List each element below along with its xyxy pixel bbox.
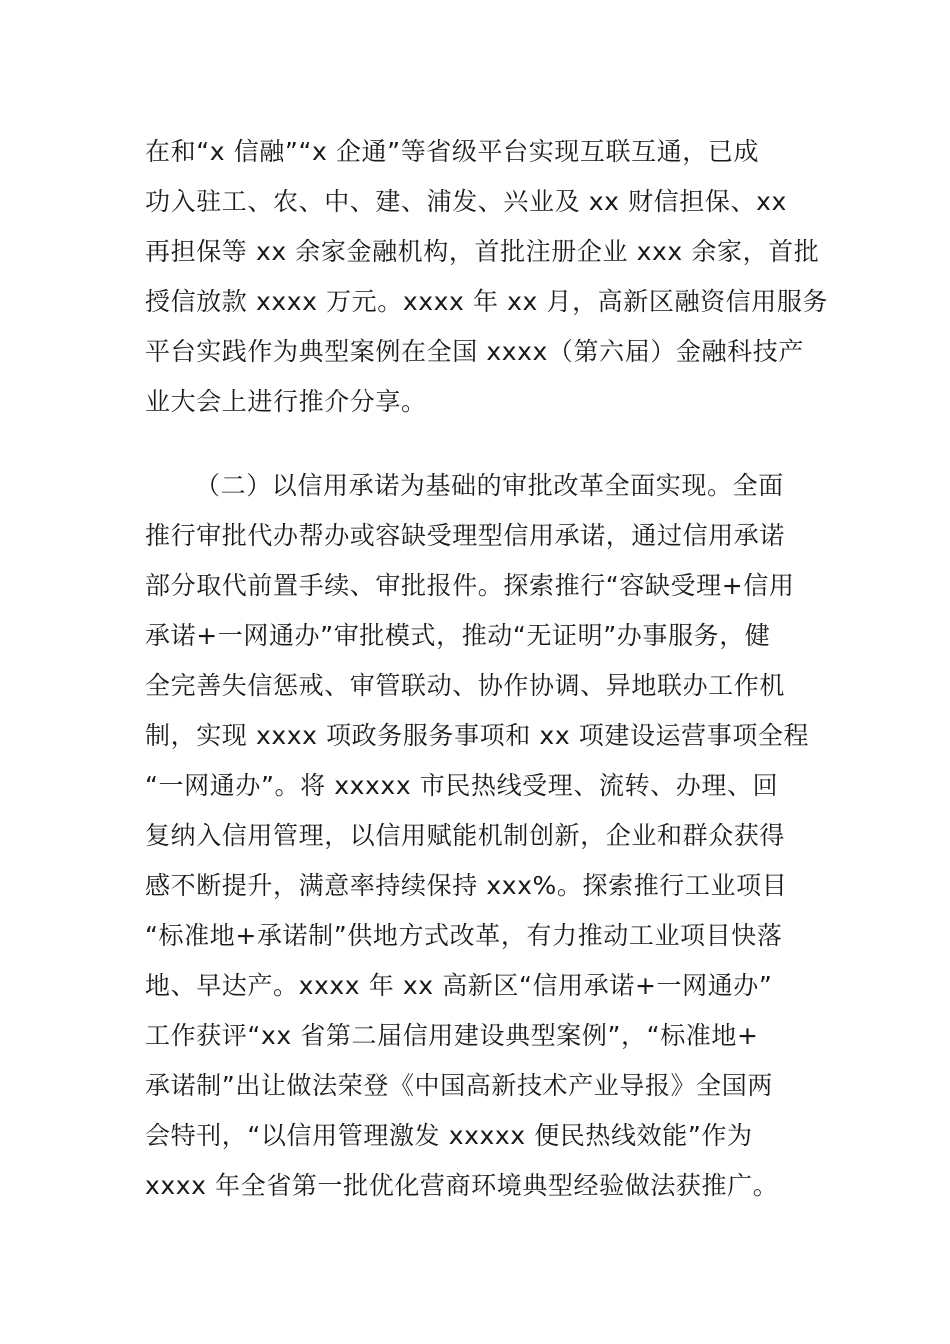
text-line: 部分取代前置手续、审批报件。探索推行“容缺受理+信用 (145, 571, 795, 600)
text-line: 工作获评“xx 省第二届信用建设典型案例”，“标准地+ (145, 1021, 759, 1050)
text-line: xxxx 年全省第一批优化营商环境典型经验做法获推广。 (145, 1171, 779, 1200)
text-line: 业大会上进行推介分享。 (145, 387, 427, 416)
text-line: 授信放款 xxxx 万元。xxxx 年 xx 月，高新区融资信用服务 (145, 287, 829, 316)
text-line: 承诺+一网通办”审批模式，推动“无证明”办事服务，健 (145, 621, 771, 650)
text-line: 推行审批代办帮办或容缺受理型信用承诺，通过信用承诺 (145, 521, 786, 550)
text-line: 再担保等 xx 余家金融机构，首批注册企业 xxx 余家，首批 (145, 237, 820, 266)
text-line: 全完善失信惩戒、审管联动、协作协调、异地联办工作机 (145, 671, 786, 700)
text-line: 感不断提升，满意率持续保持 xxx%。探索推行工业项目 (145, 871, 788, 900)
text-line: 平台实践作为典型案例在全国 xxxx（第六届）金融科技产 (145, 337, 804, 366)
text-line: 复纳入信用管理，以信用赋能机制创新，企业和群众获得 (145, 821, 786, 850)
text-line: “标准地+承诺制”供地方式改革，有力推动工业项目快落 (145, 921, 783, 950)
text-line: 承诺制”出让做法荣登《中国高新技术产业导报》全国两 (145, 1071, 773, 1100)
text-line: 会特刊，“以信用管理激发 xxxxx 便民热线效能”作为 (145, 1121, 753, 1150)
text-line: 功入驻工、农、中、建、浦发、兴业及 xx 财信担保、xx (145, 187, 787, 216)
text-line: 制，实现 xxxx 项政务服务事项和 xx 项建设运营事项全程 (145, 721, 810, 750)
text-line: “一网通办”。将 xxxxx 市民热线受理、流转、办理、回 (145, 771, 779, 800)
section-heading-line: （二）以信用承诺为基础的审批改革全面实现。全面 (195, 471, 784, 500)
text-line: 在和“x 信融”“x 企通”等省级平台实现互联互通，已成 (145, 137, 760, 166)
text-line: 地、早达产。xxxx 年 xx 高新区“信用承诺+一网通办” (145, 971, 773, 1000)
